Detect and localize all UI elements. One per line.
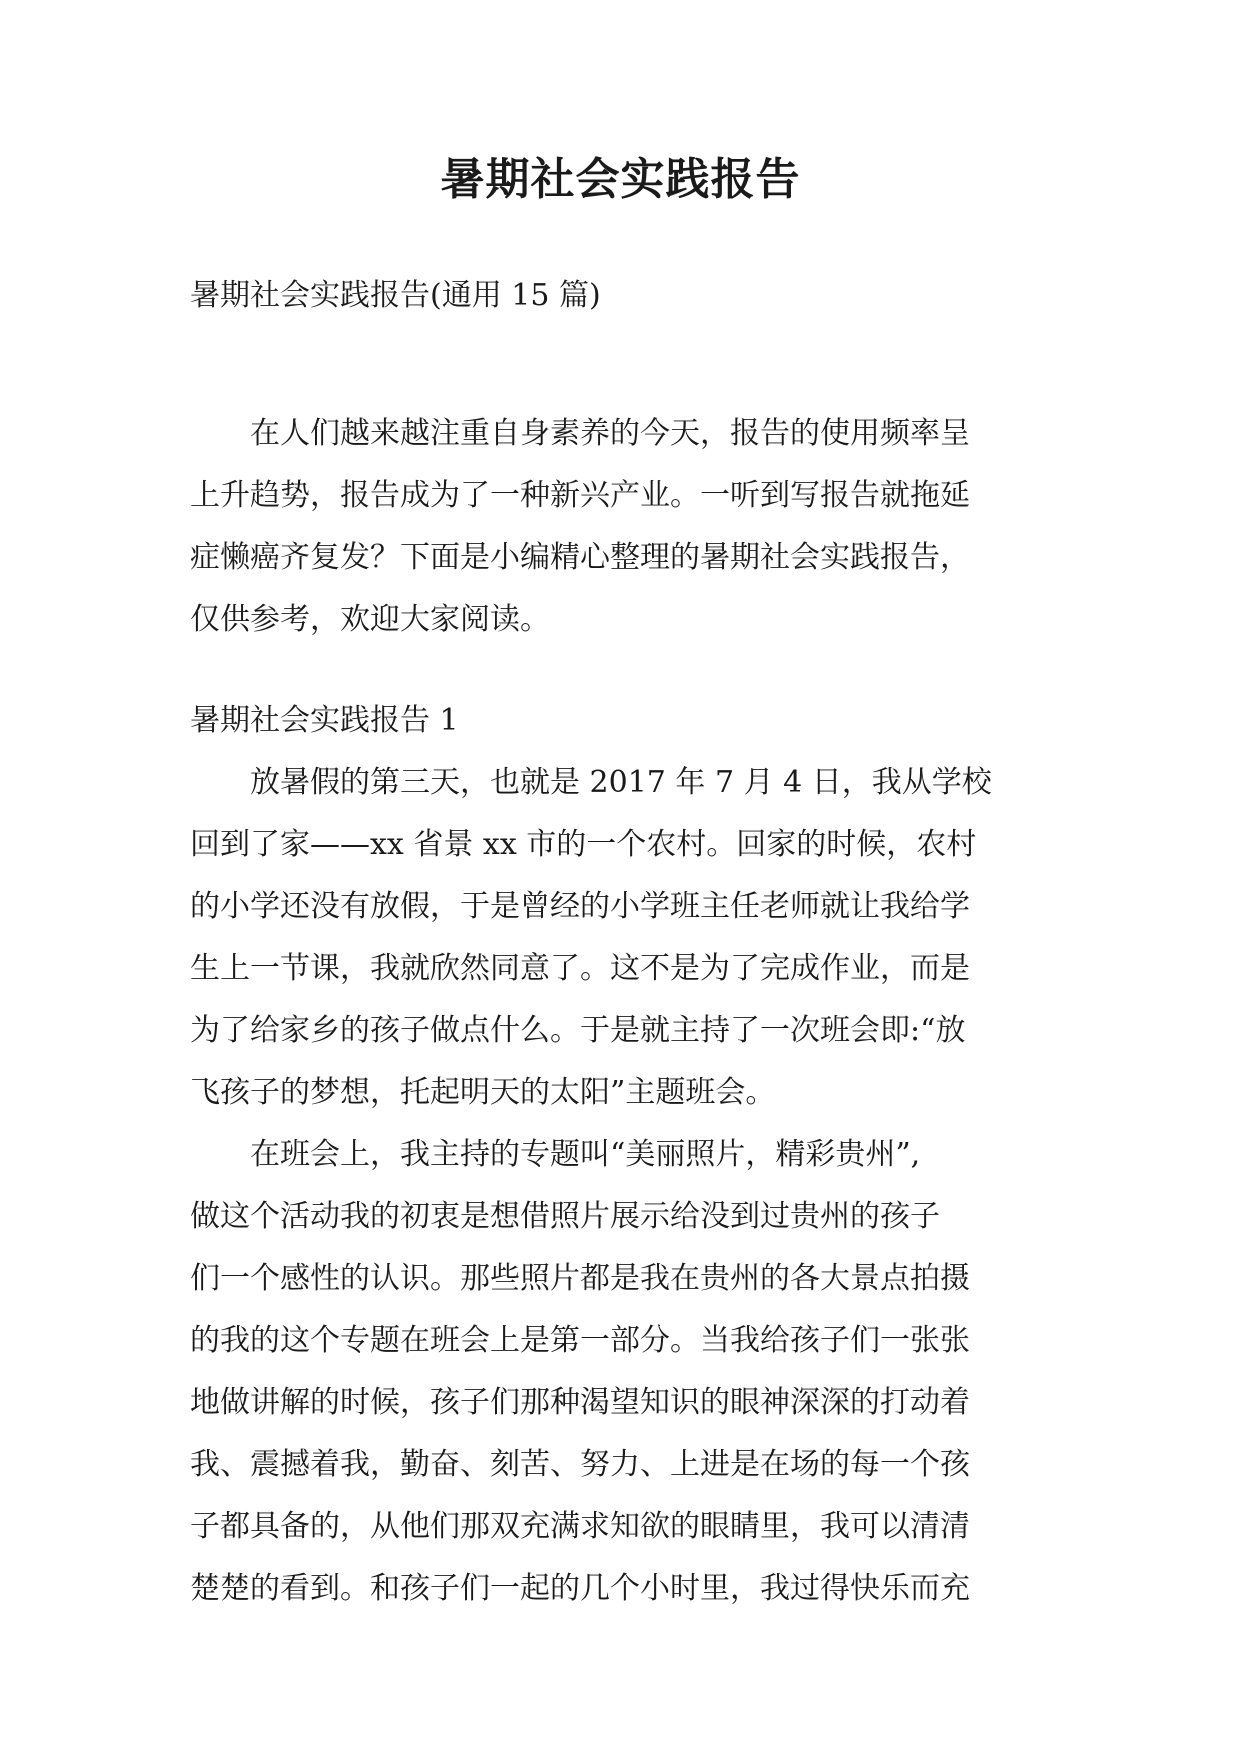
paragraph-line: 楚楚的看到。和孩子们一起的几个小时里，我过得快乐而充 <box>190 1571 970 1606</box>
paragraph-line: 们一个感性的认识。那些照片都是我在贵州的各大景点拍摄 <box>190 1261 970 1296</box>
paragraph-1 <box>190 752 1052 1124</box>
document-subtitle: 暑期社会实践报告(通用 15 篇) <box>190 278 601 313</box>
paragraph-line: 的小学还没有放假，于是曾经的小学班主任老师就让我给学 <box>190 889 970 924</box>
intro-line: 仅供参考，欢迎大家阅读。 <box>190 602 550 637</box>
paragraph-line: 的我的这个专题在班会上是第一部分。当我给孩子们一张张 <box>190 1323 970 1358</box>
paragraph-line: 为了给家乡的孩子做点什么。于是就主持了一次班会即:“放 <box>190 1013 966 1048</box>
paragraph-line: 在班会上，我主持的专题叫“美丽照片，精彩贵州”, <box>250 1137 921 1172</box>
paragraph-2 <box>190 1124 1052 1620</box>
section-heading: 暑期社会实践报告 1 <box>190 703 459 738</box>
intro-line: 在人们越来越注重自身素养的今天，报告的使用频率呈 <box>250 416 970 451</box>
paragraph-line: 地做讲解的时候，孩子们那种渴望知识的眼神深深的打动着 <box>190 1385 970 1420</box>
paragraph-line: 做这个活动我的初衷是想借照片展示给没到过贵州的孩子 <box>190 1199 940 1234</box>
intro-line: 症懒癌齐复发？下面是小编精心整理的暑期社会实践报告， <box>190 540 970 575</box>
paragraph-line: 生上一节课，我就欣然同意了。这不是为了完成作业，而是 <box>190 951 970 986</box>
intro-line: 上升趋势，报告成为了一种新兴产业。一听到写报告就拖延 <box>190 478 970 513</box>
section-body <box>190 752 1052 1620</box>
paragraph-line: 我、震撼着我，勤奋、刻苦、努力、上进是在场的每一个孩 <box>190 1447 970 1482</box>
intro-paragraph <box>190 403 1052 651</box>
paragraph-line: 子都具备的，从他们那双充满求知欲的眼睛里，我可以清清 <box>190 1509 970 1544</box>
paragraph-line: 放暑假的第三天，也就是 2017 年 7 月 4 日，我从学校 <box>250 765 992 800</box>
document-title: 暑期社会实践报告 <box>440 154 801 205</box>
paragraph-line: 飞孩子的梦想，托起明天的太阳”主题班会。 <box>190 1075 776 1110</box>
paragraph-line: 回到了家——xx 省景 xx 市的一个农村。回家的时候，农村 <box>190 827 977 862</box>
